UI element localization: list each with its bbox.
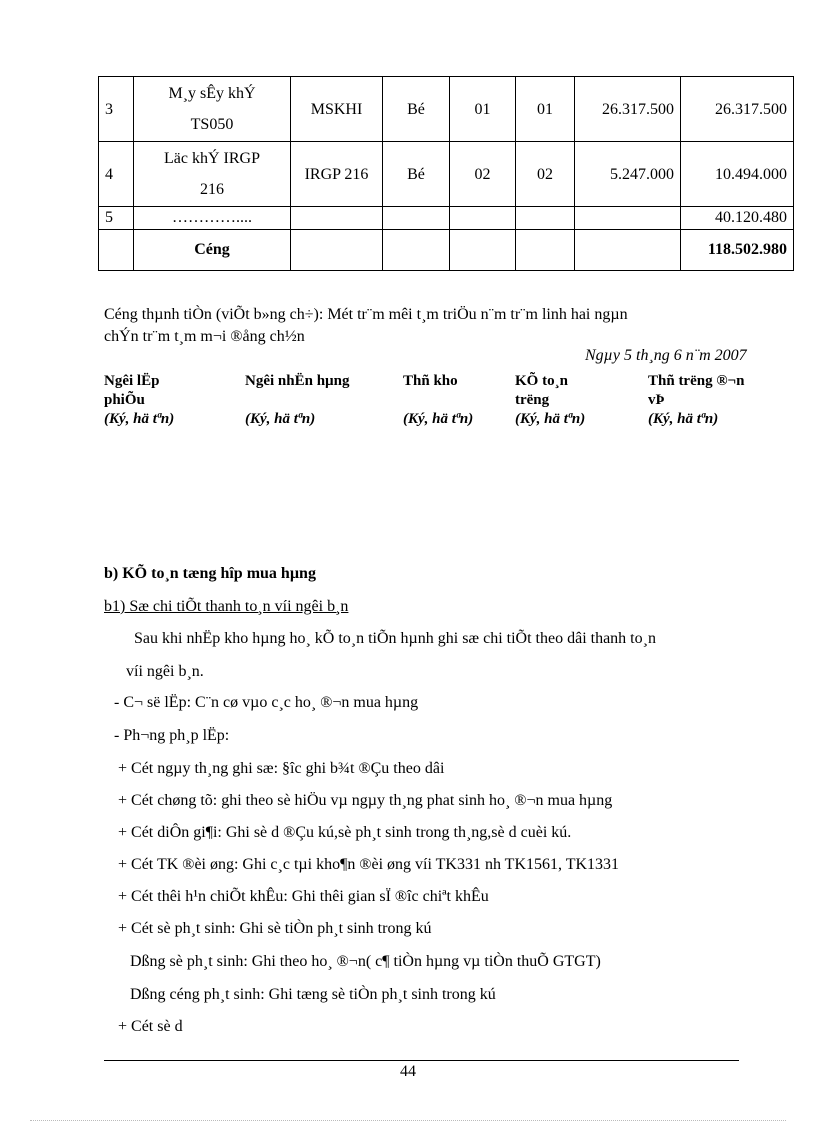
signature-storekeeper: Thñ kho (Ký, hä tªn) xyxy=(403,373,474,427)
signature-receiver: Ngêi nhËn hµng (Ký, hä tªn) xyxy=(245,373,350,427)
row-price xyxy=(575,207,681,230)
method-line: - Ph¬ng ph¸p lËp: xyxy=(114,727,230,744)
signature-unit-head: Thñ trëng ®¬n vÞ (Ký, hä tªn) xyxy=(648,373,745,427)
section-heading: b) KÕ to¸n tæng hîp mua hµng xyxy=(104,565,316,582)
row-price: 5.247.000 xyxy=(575,142,681,207)
row-unit: Bé xyxy=(383,142,450,207)
row-stt: 3 xyxy=(99,77,134,142)
row-qty-actual xyxy=(516,207,575,230)
row-qty-actual: 01 xyxy=(516,77,575,142)
intro-line-2: víi ngêi b¸n. xyxy=(126,663,204,680)
table-row xyxy=(99,142,794,207)
signature-creator: Ngêi lËp phiÕu (Ký, hä tªn) xyxy=(104,373,175,427)
row-qty-document xyxy=(450,207,516,230)
section-subheading: b1) Sæ chi tiÕt thanh to¸n víi ngêi b¸n xyxy=(104,598,349,615)
list-item: + Cét sè d xyxy=(118,1018,183,1035)
list-item: + Cét ngµy th¸ng ghi sæ: §îc ghi b¾t ®Çu theo dâi xyxy=(118,760,445,777)
row-qty-document: 01 xyxy=(450,77,516,142)
row-qty-actual: 02 xyxy=(516,142,575,207)
sub-item: Dßng céng ph¸t sinh: Ghi tæng sè tiÒn ph¸t sinh trong kú xyxy=(130,986,496,1003)
row-amount: 40.120.480 xyxy=(681,207,794,230)
row-unit xyxy=(383,207,450,230)
table-row xyxy=(99,77,794,142)
list-item: + Cét diÔn gi¶i: Ghi sè d ®Çu kú,sè ph¸t sinh trong th¸ng,sè d cuèi kú. xyxy=(118,824,572,841)
row-name: Läc khÝ IRGP 216 xyxy=(134,142,291,207)
amount-in-words: Céng thµnh tiÒn (viÕt b»ng ch÷): Mét tr¨m mêi t¸m triÖu n¨m tr¨m linh hai ngµn chÝn tr¨m t¸m m¬i ®ång ch½n xyxy=(104,306,628,345)
table-total-row xyxy=(99,230,794,271)
list-item: + Cét chøng tõ: ghi theo sè hiÖu vµ ngµy th¸ng phat sinh ho¸ ®¬n mua hµng xyxy=(118,792,613,809)
table-row xyxy=(99,207,794,230)
total-amount: 118.502.980 xyxy=(681,230,794,271)
total-label: Céng xyxy=(134,230,291,271)
document-date: Ngµy 5 th¸ng 6 n¨m 2007 xyxy=(585,347,747,364)
row-name: ………….... xyxy=(134,207,291,230)
sub-item: Dßng sè ph¸t sinh: Ghi theo ho¸ ®¬n( c¶ tiÒn hµng vµ tiÒn thuÕ GTGT) xyxy=(130,953,601,970)
list-item: + Cét TK ®èi øng: Ghi c¸c tµi kho¶n ®èi øng víi TK331 nh TK1561, TK1331 xyxy=(118,856,620,873)
row-code xyxy=(291,207,383,230)
intro-line-1: Sau khi nhËp kho hµng ho¸ kÕ to¸n tiÕn hµnh ghi sæ chi tiÕt theo dâi thanh to¸n xyxy=(134,630,656,647)
page-bottom-border xyxy=(30,1120,786,1121)
row-name: M¸y sÊy khÝ TS050 xyxy=(134,77,291,142)
basis-line: - C¬ së lËp: C¨n cø vµo c¸c ho¸ ®¬n mua hµng xyxy=(114,694,419,711)
list-item: + Cét sè ph¸t sinh: Ghi sè tiÒn ph¸t sinh trong kú xyxy=(118,920,432,937)
list-item: + Cét thêi h¹n chiÕt khÊu: Ghi thêi gian sÏ ®îc chiªt khÊu xyxy=(118,888,489,905)
row-price: 26.317.500 xyxy=(575,77,681,142)
footer-rule xyxy=(104,1060,739,1061)
page-number: 44 xyxy=(400,1063,416,1080)
row-stt: 5 xyxy=(99,207,134,230)
row-code: MSKHI xyxy=(291,77,383,142)
goods-table xyxy=(98,76,794,271)
signature-chief-accountant: KÕ to¸n trëng (Ký, hä tªn) xyxy=(515,373,586,427)
row-amount: 10.494.000 xyxy=(681,142,794,207)
row-code: IRGP 216 xyxy=(291,142,383,207)
row-stt: 4 xyxy=(99,142,134,207)
row-amount: 26.317.500 xyxy=(681,77,794,142)
row-unit: Bé xyxy=(383,77,450,142)
row-qty-document: 02 xyxy=(450,142,516,207)
